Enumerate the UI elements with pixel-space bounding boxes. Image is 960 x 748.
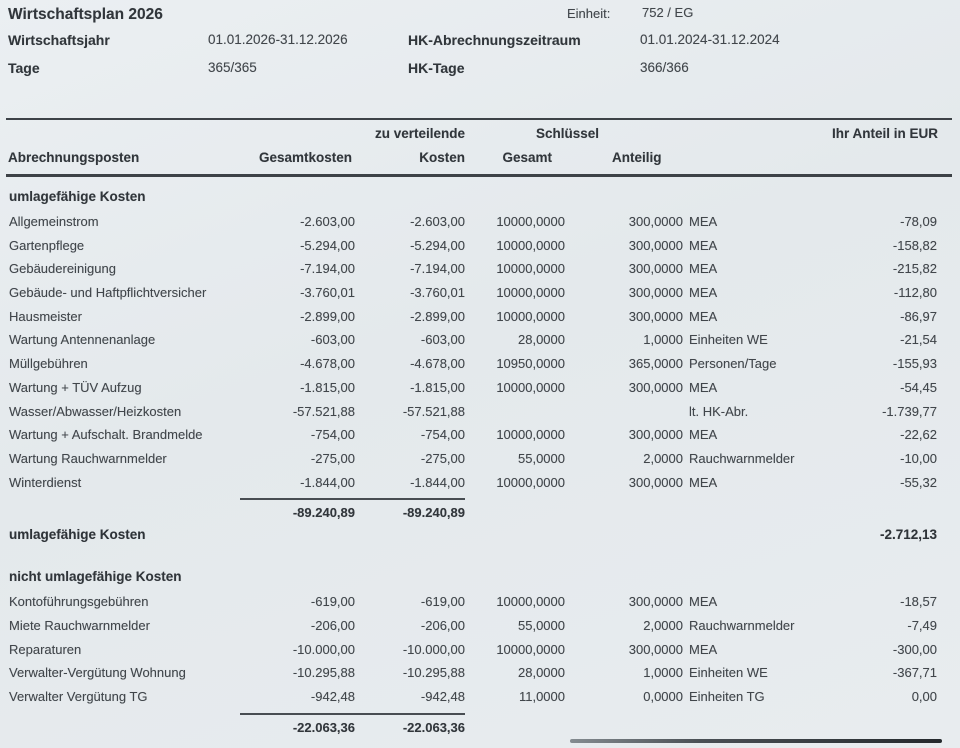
column-header-gesamt: Gesamt	[502, 150, 552, 165]
cell-anteilig-zahl: 365,0000	[628, 356, 683, 372]
cell-gesamtkosten: -1.815,00	[300, 379, 355, 395]
section-heading: umlagefähige Kosten	[9, 189, 146, 204]
cell-gesamtkosten: -57.521,88	[292, 403, 355, 419]
cell-ihr-anteil-eur: -18,57	[900, 594, 937, 610]
cell-anteilig-zahl: 1,0000	[643, 665, 683, 681]
cell-empty	[465, 713, 565, 739]
cell-anteilig-einheit: MEA	[689, 214, 718, 229]
cell-schluessel-gesamt: 10000,0000	[496, 641, 565, 657]
column-header-abrechnungsposten: Abrechnungsposten	[8, 150, 140, 165]
cell-zu-verteilende-kosten: -57.521,88	[402, 403, 465, 419]
column-header-zu-verteilende: zu verteilende	[374, 126, 465, 141]
cell-empty	[465, 498, 565, 524]
cell-anteilig-zahl: 300,0000	[628, 641, 683, 657]
cell-anteilig-einheit: MEA	[689, 261, 718, 277]
cell-schluessel-gesamt: 10000,0000	[496, 427, 565, 443]
table-row	[0, 685, 937, 709]
cell-anteilig-zahl: 300,0000	[628, 474, 683, 490]
cell-ihr-anteil-eur: -158,82	[892, 237, 937, 253]
table-row	[0, 423, 937, 447]
cell-empty	[565, 498, 683, 524]
table-row	[0, 400, 937, 424]
cell-anteilig-zahl: 2,0000	[643, 617, 683, 633]
cell-gesamtkosten: -3.760,01	[300, 285, 355, 301]
table-top-rule	[6, 118, 952, 120]
document-header	[0, 0, 960, 112]
table-row	[0, 305, 937, 329]
cell-schluessel-gesamt: 10000,0000	[496, 261, 565, 277]
hk-abrechnungszeitraum-value: 01.01.2024-31.12.2024	[640, 32, 780, 47]
cell-gesamtkosten: -10.000,00	[292, 641, 355, 657]
cell-abrechnungsposten: Kontoführungsgebühren	[9, 594, 149, 610]
cell-subtotal-kosten: -89.240,89	[355, 498, 465, 524]
cell-anteilig-zahl: 0,0000	[643, 689, 683, 704]
cell-zu-verteilende-kosten: -275,00	[420, 450, 465, 466]
cell-empty	[810, 713, 937, 739]
cell-anteilig-zahl	[565, 400, 683, 424]
cell-anteilig-zahl: 300,0000	[628, 261, 683, 277]
cell-ihr-anteil-eur: -155,93	[892, 356, 937, 372]
column-header-gesamtkosten: Gesamtkosten	[258, 150, 352, 165]
cell-schluessel-gesamt: 10000,0000	[496, 214, 565, 229]
table-row	[0, 234, 937, 258]
cell-empty	[0, 713, 240, 739]
cell-anteilig-zahl: 300,0000	[628, 594, 683, 610]
cell-anteilig-einheit: MEA	[689, 641, 718, 657]
cell-anteilig-einheit: MEA	[689, 237, 718, 253]
cell-schluessel-gesamt: 10950,0000	[496, 356, 565, 372]
cell-anteilig-einheit: MEA	[689, 427, 718, 443]
cell-schluessel-gesamt: 10000,0000	[496, 308, 565, 324]
cell-zu-verteilende-kosten: -942,48	[420, 689, 465, 704]
bottom-rule	[570, 739, 942, 743]
cell-zu-verteilende-kosten: -619,00	[420, 594, 465, 610]
table-header-rule	[6, 174, 952, 177]
table-row	[0, 661, 937, 685]
cell-abrechnungsposten: Verwalter Vergütung TG	[9, 689, 148, 704]
cell-ihr-anteil-eur: -55,32	[900, 474, 937, 490]
column-header-anteilig: Anteilig	[612, 150, 662, 165]
cell-anteilig-einheit: MEA	[689, 379, 718, 395]
cell-schluessel-gesamt: 10000,0000	[496, 379, 565, 395]
tage-value: 365/365	[208, 60, 257, 75]
cell-anteilig-einheit: MEA	[689, 285, 718, 301]
cell-anteilig-zahl: 300,0000	[628, 427, 683, 443]
cell-abrechnungsposten: Miete Rauchwarnmelder	[9, 617, 150, 633]
cell-gesamtkosten: -7.194,00	[300, 261, 355, 277]
cell-schluessel-gesamt: 28,0000	[518, 665, 565, 681]
cell-ihr-anteil-eur: -86,97	[900, 308, 937, 324]
cell-gesamtkosten: -619,00	[310, 594, 355, 610]
cell-empty	[683, 498, 810, 524]
cell-zu-verteilende-kosten: -7.194,00	[410, 261, 465, 277]
column-header-schluessel: Schlüssel	[536, 126, 600, 141]
section-heading: nicht umlagefähige Kosten	[9, 569, 182, 585]
hk-tage-label: HK-Tage	[408, 60, 465, 76]
cell-gesamtkosten: -603,00	[310, 332, 355, 348]
cell-abrechnungsposten: Gebäudereinigung	[9, 261, 116, 277]
cell-anteilig-einheit: Einheiten WE	[689, 332, 768, 348]
cell-abrechnungsposten: Gartenpflege	[9, 237, 85, 253]
cell-gesamtkosten: -5.294,00	[300, 237, 355, 253]
cell-anteilig-zahl: 300,0000	[628, 237, 683, 253]
table-row	[0, 638, 937, 662]
column-header-kosten: Kosten	[419, 150, 465, 165]
cell-ihr-anteil-eur: -22,62	[900, 427, 937, 443]
wirtschaftsjahr-label: Wirtschaftsjahr	[8, 32, 110, 48]
hk-tage-value: 366/366	[640, 60, 689, 75]
cell-abrechnungsposten: Wasser/Abwasser/Heizkosten	[9, 403, 182, 419]
column-header-ihr-anteil: Ihr Anteil in EUR	[831, 126, 938, 141]
cell-abrechnungsposten: Wartung + Aufschalt. Brandmelde	[9, 427, 203, 443]
cell-anteilig-einheit: lt. HK-Abr.	[689, 403, 749, 419]
wirtschaftsjahr-value: 01.01.2026-31.12.2026	[208, 32, 348, 47]
cell-schluessel-gesamt: 28,0000	[518, 332, 565, 348]
cell-subtotal-gesamtkosten: -22.063,36	[240, 713, 355, 739]
cell-gesamtkosten: -942,48	[310, 689, 355, 704]
table-body	[0, 178, 937, 739]
cell-empty	[0, 498, 240, 524]
cell-ihr-anteil-eur: -21,54	[900, 332, 937, 348]
cell-empty	[683, 713, 810, 739]
cell-schluessel-gesamt: 55,0000	[518, 450, 565, 466]
table-row	[0, 257, 937, 281]
cell-zu-verteilende-kosten: -1.844,00	[410, 474, 465, 490]
cell-abrechnungsposten: Hausmeister	[9, 308, 82, 324]
cell-schluessel-gesamt	[465, 400, 565, 424]
table-row	[0, 590, 937, 614]
cell-gesamtkosten: -206,00	[310, 617, 355, 633]
table-row	[0, 471, 937, 495]
cell-zu-verteilende-kosten: -5.294,00	[410, 237, 465, 253]
cell-ihr-anteil-eur: -300,00	[892, 641, 937, 657]
table-row	[0, 352, 937, 376]
cell-schluessel-gesamt: 10000,0000	[496, 474, 565, 490]
table-row	[0, 328, 937, 352]
cell-zu-verteilende-kosten: -603,00	[420, 332, 465, 348]
cell-zu-verteilende-kosten: -1.815,00	[410, 379, 465, 395]
subtotal-row	[0, 713, 937, 739]
cell-zu-verteilende-kosten: -10.000,00	[402, 641, 465, 657]
cell-anteilig-zahl: 2,0000	[643, 450, 683, 466]
cell-schluessel-gesamt: 55,0000	[518, 617, 565, 633]
cell-anteilig-zahl: 1,0000	[643, 332, 683, 348]
cell-abrechnungsposten: Wartung Rauchwarnmelder	[9, 450, 167, 466]
cell-zu-verteilende-kosten: -754,00	[420, 427, 465, 443]
table-row	[0, 210, 937, 234]
cell-gesamtkosten: -2.899,00	[300, 308, 355, 324]
table-row	[0, 614, 937, 638]
cell-schluessel-gesamt: 10000,0000	[496, 237, 565, 253]
cell-schluessel-gesamt: 10000,0000	[496, 285, 565, 301]
table-row	[0, 281, 937, 305]
cell-abrechnungsposten: Müllgebühren	[9, 356, 88, 372]
table-row	[0, 376, 937, 400]
cell-subtotal-kosten: -22.063,36	[355, 713, 465, 739]
cell-zu-verteilende-kosten: -4.678,00	[410, 356, 465, 372]
cell-gesamtkosten: -1.844,00	[300, 474, 355, 490]
cell-anteilig-einheit: Rauchwarnmelder	[689, 617, 795, 633]
cell-ihr-anteil-eur: -78,09	[900, 214, 937, 229]
cell-anteilig-zahl: 300,0000	[628, 214, 683, 229]
subtotal-row	[0, 498, 937, 524]
cell-zu-verteilende-kosten: -206,00	[420, 617, 465, 633]
cell-gesamtkosten: -275,00	[310, 450, 355, 466]
cell-zu-verteilende-kosten: -10.295,88	[402, 665, 465, 681]
cell-abrechnungsposten: Gebäude- und Haftpflichtversicher	[9, 285, 207, 301]
table-header	[0, 118, 960, 178]
cell-abrechnungsposten: Allgemeinstrom	[9, 214, 99, 229]
cell-abrechnungsposten: Verwalter-Vergütung Wohnung	[9, 665, 186, 681]
cell-ihr-anteil-eur: -367,71	[892, 665, 937, 681]
page-title: Wirtschaftsplan 2026	[8, 6, 163, 23]
cell-abrechnungsposten: Wartung + TÜV Aufzug	[9, 379, 142, 395]
cell-ihr-anteil-eur: -112,80	[893, 285, 937, 301]
cell-anteilig-einheit: Einheiten WE	[689, 665, 768, 681]
cell-gesamtkosten: -754,00	[310, 427, 355, 443]
cell-abrechnungsposten: Winterdienst	[9, 474, 82, 490]
cell-total-label: umlagefähige Kosten	[9, 527, 146, 543]
cell-ihr-anteil-eur: 0,00	[911, 689, 937, 704]
cell-schluessel-gesamt: 10000,0000	[496, 594, 565, 610]
section-total-row	[0, 524, 937, 546]
table-row	[0, 447, 937, 471]
cell-anteilig-zahl: 300,0000	[628, 285, 683, 301]
cell-empty	[810, 498, 937, 524]
cell-empty	[565, 713, 683, 739]
cell-anteilig-einheit: Rauchwarnmelder	[689, 450, 795, 466]
cell-gesamtkosten: -2.603,00	[300, 214, 355, 229]
cell-abrechnungsposten: Wartung Antennenanlage	[9, 332, 156, 348]
einheit-label: Einheit:	[567, 6, 611, 21]
hk-abrechnungszeitraum-label: HK-Abrechnungszeitraum	[408, 32, 581, 48]
cell-zu-verteilende-kosten: -3.760,01	[410, 285, 465, 301]
cell-ihr-anteil-eur: -7,49	[907, 617, 937, 633]
cell-anteilig-einheit: MEA	[689, 308, 718, 324]
cell-anteilig-zahl: 300,0000	[628, 379, 683, 395]
cell-anteilig-zahl: 300,0000	[628, 308, 683, 324]
cell-gesamtkosten: -10.295,88	[292, 665, 355, 681]
cell-gesamtkosten: -4.678,00	[300, 356, 355, 372]
cell-ihr-anteil-eur: -10,00	[900, 450, 937, 466]
einheit-value: 752 / EG	[642, 5, 694, 20]
cell-zu-verteilende-kosten: -2.899,00	[410, 308, 465, 324]
cell-anteilig-einheit: MEA	[689, 594, 718, 610]
cell-abrechnungsposten: Reparaturen	[9, 641, 82, 657]
cell-ihr-anteil-eur: -54,45	[900, 379, 937, 395]
cell-total-value: -2.712,13	[879, 527, 937, 543]
cell-ihr-anteil-eur: -1.739,77	[882, 403, 937, 419]
cell-subtotal-gesamtkosten: -89.240,89	[240, 498, 355, 524]
cell-schluessel-gesamt: 11,0000	[518, 689, 565, 704]
cell-anteilig-einheit: Einheiten TG	[689, 689, 765, 704]
cell-ihr-anteil-eur: -215,82	[892, 261, 937, 277]
cell-anteilig-einheit: Personen/Tage	[689, 356, 777, 372]
tage-label: Tage	[8, 60, 40, 76]
cell-zu-verteilende-kosten: -2.603,00	[410, 214, 465, 229]
cell-anteilig-einheit: MEA	[689, 474, 718, 490]
